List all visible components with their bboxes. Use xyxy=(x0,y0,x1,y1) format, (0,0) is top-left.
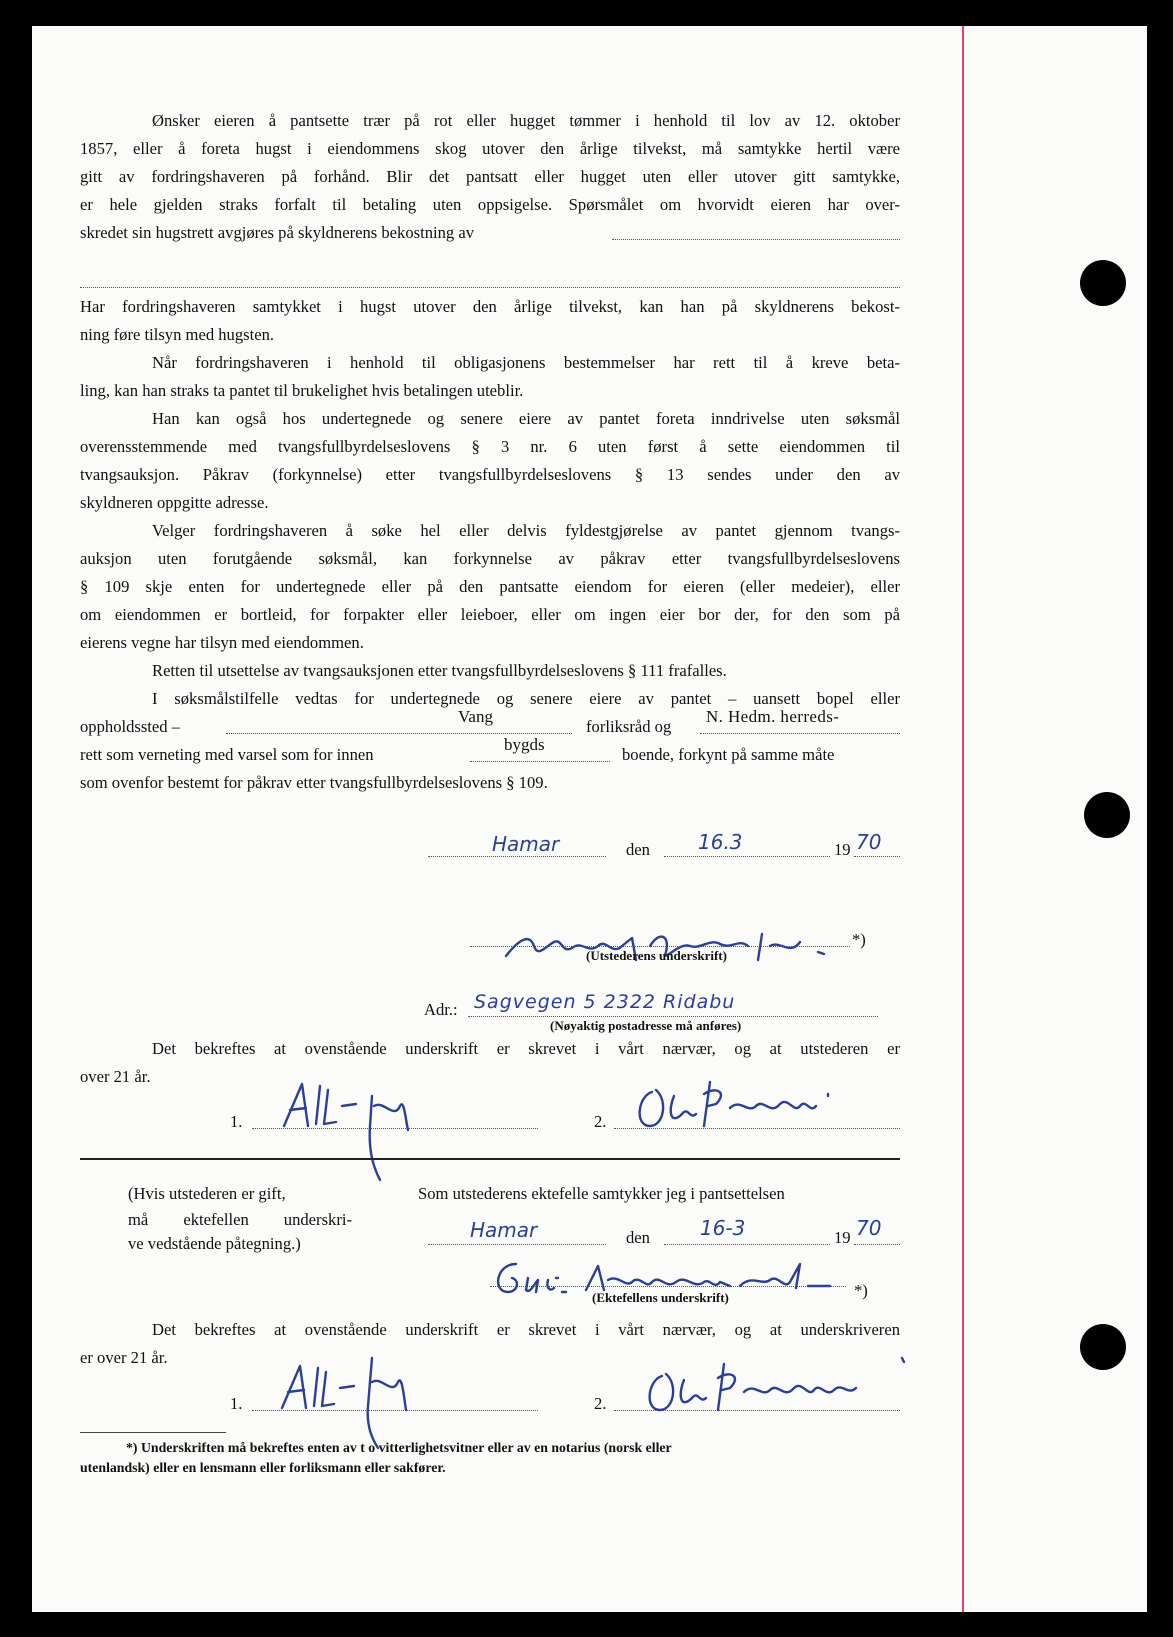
body-line: Han kan også hos undertegnede og senere eiere av pantet foreta inndrivelse uten søksmål xyxy=(152,409,900,428)
body-line: Retten til utsettelse av tvangsauksjonen etter tvangsfullbyrdelseslovens § 111 frafalles. xyxy=(152,661,727,680)
body-line: rett som verneting med varsel som for innen xyxy=(80,745,374,764)
body-line: 1857, eller å foreta hugst i eiendommens skog utover den årlige tilvekst, må samtykke hertil være xyxy=(80,139,900,158)
witness-text: Det bekreftes at ovenstående underskrift er skrevet i vårt nærvær, og at utstederen er xyxy=(152,1039,900,1058)
witness-number: 1. xyxy=(230,1112,243,1131)
handwritten-year: 70 xyxy=(856,830,882,854)
body-line: skyldneren oppgitte adresse. xyxy=(80,493,269,512)
body-line: Ønsker eieren å pantsette trær på rot eller hugget tømmer i henhold til lov av 12. oktober xyxy=(152,111,900,130)
fill-line xyxy=(428,856,606,857)
label-den: den xyxy=(626,840,650,859)
signature-marker: *) xyxy=(854,1281,868,1300)
handwritten-place: Hamar xyxy=(470,1218,538,1242)
signature-caption: (Utstederens underskrift) xyxy=(586,948,727,963)
year-prefix: 19 xyxy=(834,840,851,859)
label-den: den xyxy=(626,1228,650,1247)
footnote-text: utenlandsk) eller en lensmann eller forliksmann eller sakfører. xyxy=(80,1460,446,1475)
witness-number: 2. xyxy=(594,1394,607,1413)
body-line: oppholdssted – xyxy=(80,717,181,736)
body-line: overensstemmende med tvangsfullbyrdelseslovens § 3 nr. 6 uten først å sette eiendommen til xyxy=(80,437,900,456)
fill-line xyxy=(700,733,900,734)
signature-caption: (Ektefellens underskrift) xyxy=(592,1290,729,1305)
footnote-text: *) Underskriften må bekreftes enten av t o vitterlighetsvitner eller av en notarius (norsk eller xyxy=(126,1440,672,1455)
body-line: er hele gjelden straks forfalt til betaling uten oppsigelse. Spørsmålet om hvorvidt eieren har over- xyxy=(80,195,900,214)
fill-line xyxy=(854,856,900,857)
witness-text: er over 21 år. xyxy=(80,1348,168,1367)
body-line: § 109 skje enten for undertegnede eller på den pantsatte eiendom for eieren (eller medeier), eller xyxy=(80,577,900,596)
footnote-rule xyxy=(80,1432,226,1433)
body-line: skredet sin hugstrett avgjøres på skyldnerens bekostning av xyxy=(80,223,475,242)
body-line: forliksråd og xyxy=(586,717,672,736)
body-line: ling, kan han straks ta pantet til brukelighet hvis betalingen uteblir. xyxy=(80,381,524,400)
address-label: Adr.: xyxy=(424,1000,458,1019)
witness-text: over 21 år. xyxy=(80,1067,151,1086)
handwritten-date: 16.3 xyxy=(698,830,743,854)
handwritten-address: Sagvegen 5 2322 Ridabu xyxy=(474,991,736,1013)
witness2-signature xyxy=(630,1070,860,1140)
body-line: I søksmålstilfelle vedtas for undertegnede og senere eiere av pantet – uansett bopel eller xyxy=(152,689,900,708)
address-caption: (Nøyaktig postadresse må anføres) xyxy=(550,1018,742,1033)
body-line: Har fordringshaveren samtykket i hugst utover den årlige tilvekst, kan han på skyldnerens bekost- xyxy=(80,297,900,316)
punch-hole xyxy=(1080,1324,1126,1370)
body-line: Velger fordringshaveren å søke hel eller delvis fyldestgjørelse av pantet gjennom tvangs- xyxy=(152,521,900,540)
body-line: som ovenfor bestemt for påkrav etter tvangsfullbyrdelseslovens § 109. xyxy=(80,773,548,792)
witness-number: 1. xyxy=(230,1394,243,1413)
fill-line xyxy=(664,1244,830,1245)
punch-hole xyxy=(1080,260,1126,306)
handwritten-place: Hamar xyxy=(492,832,560,856)
witness1-signature xyxy=(276,1076,456,1186)
spouse-consent: Som utstederens ektefelle samtykker jeg i pantsettelsen xyxy=(418,1184,785,1203)
spouse-note: må ektefellen underskri- xyxy=(128,1210,352,1229)
fill-line xyxy=(470,946,850,947)
year-prefix: 19 xyxy=(834,1228,851,1247)
handwritten-date: 16-3 xyxy=(700,1216,746,1240)
handwritten-year: 70 xyxy=(856,1216,882,1240)
typed-court: N. Hedm. herreds- xyxy=(706,707,840,726)
body-line: eierens vegne har tilsyn med eiendommen. xyxy=(80,633,364,652)
body-line: ning føre tilsyn med hugsten. xyxy=(80,325,275,344)
body-line: boende, forkynt på samme måte xyxy=(622,745,835,764)
body-line: Når fordringshaveren i henhold til obligasjonens bestemmelser har rett til å kreve beta- xyxy=(152,353,900,372)
body-line: tvangsauksjon. Påkrav (forkynnelse) etter tvangsfullbyrdelseslovens § 13 sendes under den av xyxy=(80,465,900,484)
spouse-note: ve vedstående påtegning.) xyxy=(128,1234,301,1253)
body-line: auksjon uten forutgående søksmål, kan forkynnelse av påkrav etter tvangsfullbyrdelseslovens xyxy=(80,549,900,568)
witness-text: Det bekreftes at ovenstående underskrift er skrevet i vårt nærvær, og at underskriveren xyxy=(152,1320,900,1339)
fill-line xyxy=(490,1286,846,1287)
witness2-signature xyxy=(640,1354,910,1424)
fill-line xyxy=(80,287,900,288)
fill-line xyxy=(854,1244,900,1245)
witness-number: 2. xyxy=(594,1112,607,1131)
spouse-note: (Hvis utstederen er gift, xyxy=(128,1184,286,1203)
fill-line xyxy=(612,239,900,240)
fill-line xyxy=(428,1244,606,1245)
fill-line xyxy=(468,1016,878,1017)
typed-bygds: bygds xyxy=(504,735,545,754)
punch-hole xyxy=(1084,792,1130,838)
signature-marker: *) xyxy=(852,930,866,949)
document-page xyxy=(32,26,1147,1612)
typed-venue: Vang xyxy=(458,707,493,726)
margin-line xyxy=(962,26,964,1612)
witness1-signature xyxy=(274,1352,454,1452)
fill-line xyxy=(470,761,610,762)
section-divider xyxy=(80,1158,900,1160)
fill-line xyxy=(664,856,830,857)
body-line: om eiendommen er bortleid, for forpakter eller leieboer, eller om ingen eier bor der, for den som på xyxy=(80,605,900,624)
body-line: gitt av fordringshaveren på forhånd. Blir det pantsatt eller hugget uten eller utover gitt samtykke, xyxy=(80,167,900,186)
